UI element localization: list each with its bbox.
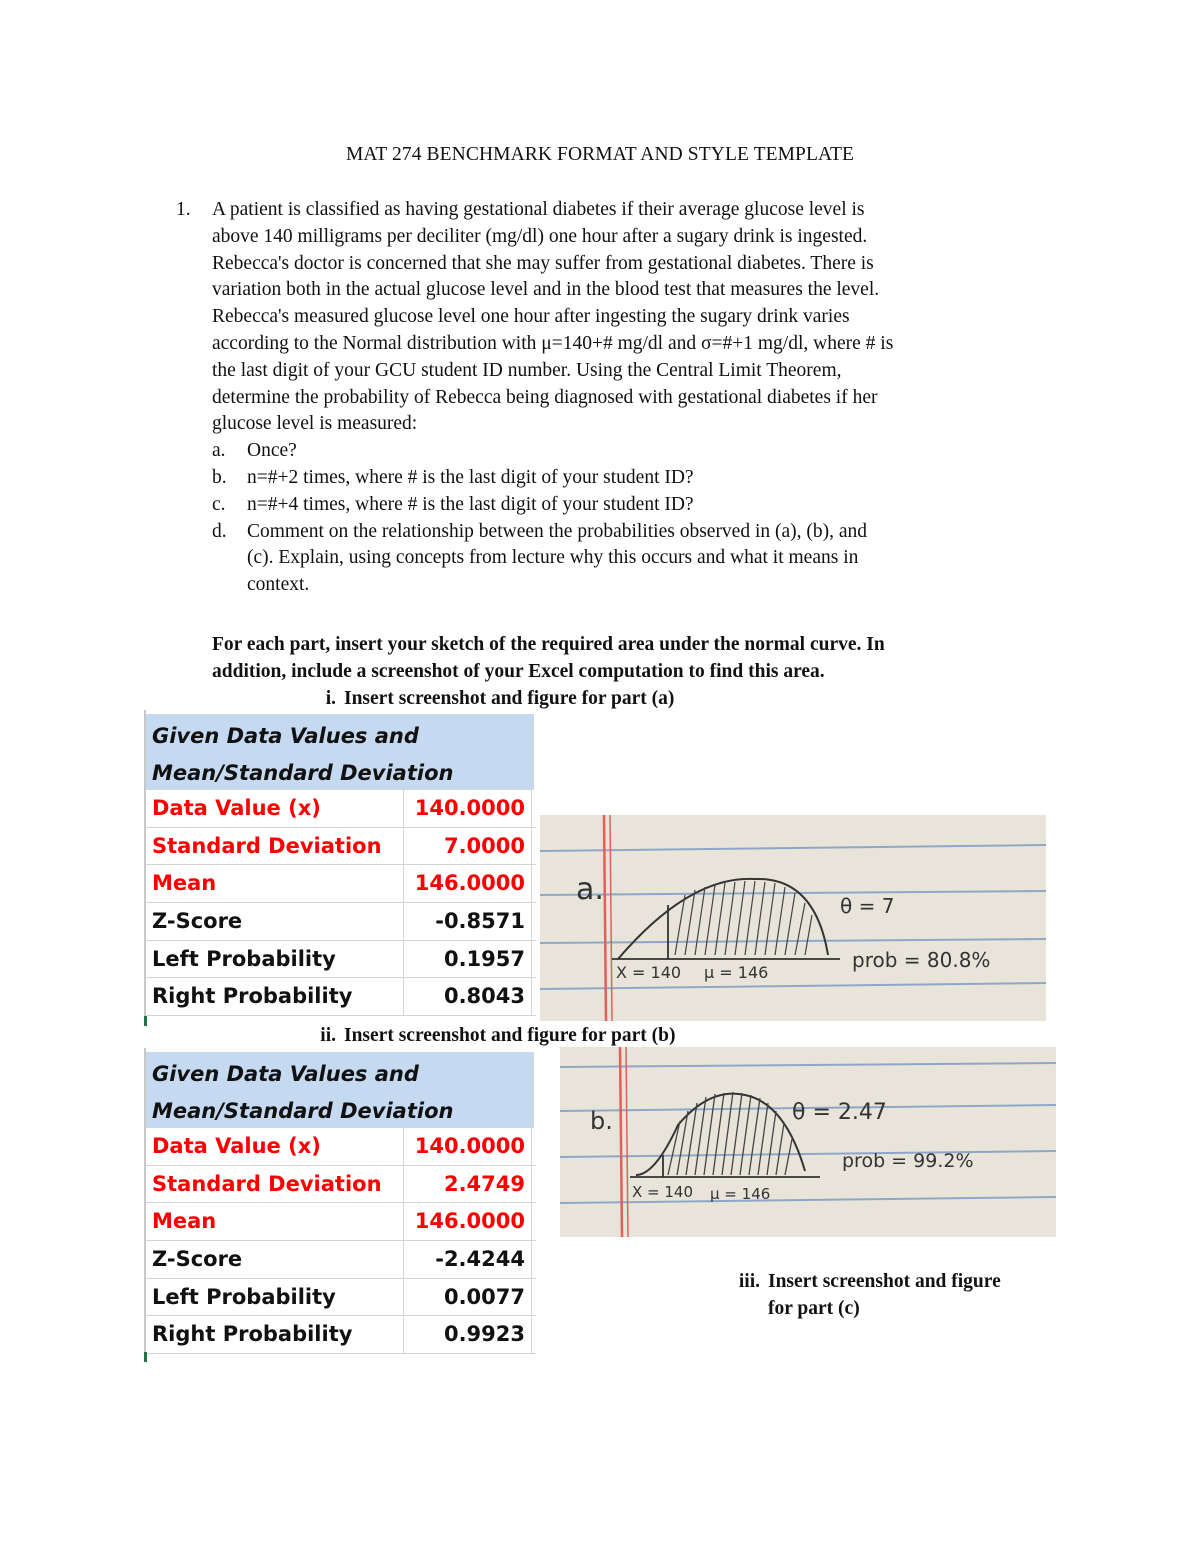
sketch-mu-label: μ = 146 (704, 963, 769, 982)
question-line: the last digit of your GCU student ID number. Using the Central Limit Theorem, (212, 359, 842, 381)
question-line: A patient is classified as having gestational diabetes if their average glucose level is (212, 199, 865, 220)
sub-line: n=#+4 times, where # is the last digit of your student ID? (247, 493, 694, 515)
excel-label: Data Value (x) (146, 1128, 404, 1165)
caption-line (722, 1268, 1062, 1295)
sketch-x-label: X = 140 (632, 1183, 694, 1201)
excel-label: Standard Deviation (146, 1166, 404, 1203)
caption-roman: i. (325, 688, 336, 709)
sheet-edge (144, 1048, 146, 1358)
excel-value: 0.1957 (404, 941, 532, 978)
sub-line: (c). Explain, using concepts from lecture why this occurs and what it means in (247, 547, 859, 569)
question-line: above 140 milligrams per deciliter (mg/dl) one hour after a sugary drink is ingested. (212, 225, 868, 247)
caption-part-b (298, 1022, 675, 1049)
excel-label: Mean (146, 865, 404, 902)
excel-table-part-a (146, 714, 536, 1016)
question-line: glucose level is measured: (212, 413, 418, 435)
caption-roman: ii. (320, 1025, 336, 1046)
question-1 (176, 197, 1046, 599)
excel-value: 7.0000 (404, 828, 532, 865)
excel-value: 140.0000 (404, 790, 532, 827)
sketch-photo-part-b (560, 1047, 1056, 1237)
question-line: variation both in the actual glucose level and in the blood test that measures the level. (212, 279, 880, 301)
question-line: Rebecca's doctor is concerned that she may suffer from gestational diabetes. There is (212, 252, 874, 274)
excel-label: Z-Score (146, 903, 404, 940)
sketch-prob-label: prob = 99.2% (842, 1150, 974, 1172)
sub-question-b (176, 465, 1046, 492)
sub-letter: b. (212, 466, 227, 488)
excel-value: 2.4749 (404, 1166, 532, 1203)
sub-question-a (176, 438, 1046, 465)
caption-text: Insert screenshot and figure (768, 1271, 1001, 1292)
cell-selection-marker (144, 1352, 147, 1362)
excel-value: -2.4244 (404, 1241, 532, 1278)
excel-row (146, 865, 536, 903)
excel-label: Left Probability (146, 941, 404, 978)
sketch-part-label: a. (576, 872, 604, 907)
excel-table-part-b (146, 1052, 536, 1354)
excel-label: Mean (146, 1203, 404, 1240)
excel-label: Right Probability (146, 1316, 404, 1353)
excel-value: 0.9923 (404, 1316, 532, 1353)
sketch-sigma-label: θ = 2.47 (792, 1100, 887, 1125)
instruction-line: For each part, insert your sketch of the required area under the normal curve. In (212, 634, 885, 655)
excel-header-line: Given Data Values and (152, 724, 419, 748)
sub-letter: a. (212, 440, 226, 462)
caption-text: Insert screenshot and figure for part (a) (344, 688, 675, 709)
question-line: Rebecca's measured glucose level one hour after ingesting the sugary drink varies (212, 306, 850, 328)
excel-row (146, 941, 536, 979)
question-number: 1. (176, 199, 191, 220)
sketch-part-label: b. (590, 1107, 613, 1135)
excel-row (146, 790, 536, 828)
excel-header (146, 714, 534, 790)
sub-line: n=#+2 times, where # is the last digit of your student ID? (247, 466, 694, 488)
question-line: according to the Normal distribution with μ=140+# mg/dl and σ=#+1 mg/dl, where # is (212, 332, 894, 354)
excel-label: Standard Deviation (146, 828, 404, 865)
excel-row (146, 903, 536, 941)
sub-letter: d. (212, 520, 227, 542)
sketch-mu-label: μ = 146 (710, 1185, 771, 1203)
sketch-x-label: X = 140 (616, 963, 682, 982)
excel-value: 0.8043 (404, 978, 532, 1015)
excel-row (146, 978, 536, 1016)
caption-text-line2: for part (c) (768, 1298, 860, 1319)
excel-value: 0.0077 (404, 1279, 532, 1316)
sheet-edge (144, 710, 146, 1020)
question-line: determine the probability of Rebecca being diagnosed with gestational diabetes if her (212, 386, 878, 408)
excel-row (146, 1241, 536, 1279)
sketch-prob-label: prob = 80.8% (852, 948, 991, 972)
excel-value: 146.0000 (404, 865, 532, 902)
question-body (212, 197, 1046, 438)
sub-line: Once? (247, 440, 297, 462)
sketch-photo-part-a (540, 815, 1046, 1021)
instruction-line: addition, include a screenshot of your Excel computation to find this area. (212, 661, 825, 682)
excel-header-line: Mean/Standard Deviation (152, 761, 454, 785)
excel-header-line: Given Data Values and (152, 1062, 419, 1086)
excel-header (146, 1052, 534, 1128)
excel-value: -0.8571 (404, 903, 532, 940)
caption-roman: iii. (738, 1271, 760, 1292)
cell-selection-marker (144, 1016, 147, 1026)
excel-label: Z-Score (146, 1241, 404, 1278)
caption-part-c (722, 1268, 1062, 1322)
sketch-sigma-label: θ = 7 (840, 894, 895, 918)
sub-line: Comment on the relationship between the probabilities observed in (a), (b), and (247, 520, 868, 542)
caption-part-a (298, 685, 674, 712)
sub-letter: c. (212, 493, 226, 515)
excel-row (146, 1128, 536, 1166)
sub-question-d (176, 519, 1046, 599)
sub-line: context. (247, 574, 310, 596)
excel-row (146, 1166, 536, 1204)
document-title: MAT 274 BENCHMARK FORMAT AND STYLE TEMPLATE (345, 144, 855, 165)
excel-row (146, 828, 536, 866)
excel-label: Left Probability (146, 1279, 404, 1316)
excel-row (146, 1316, 536, 1354)
excel-value: 146.0000 (404, 1203, 532, 1240)
excel-label: Data Value (x) (146, 790, 404, 827)
excel-label: Right Probability (146, 978, 404, 1015)
instructions (212, 631, 1052, 685)
excel-row (146, 1203, 536, 1241)
excel-value: 140.0000 (404, 1128, 532, 1165)
excel-header-line: Mean/Standard Deviation (152, 1099, 454, 1123)
excel-row (146, 1279, 536, 1317)
sub-question-c (176, 492, 1046, 519)
caption-text: Insert screenshot and figure for part (b) (344, 1025, 676, 1046)
